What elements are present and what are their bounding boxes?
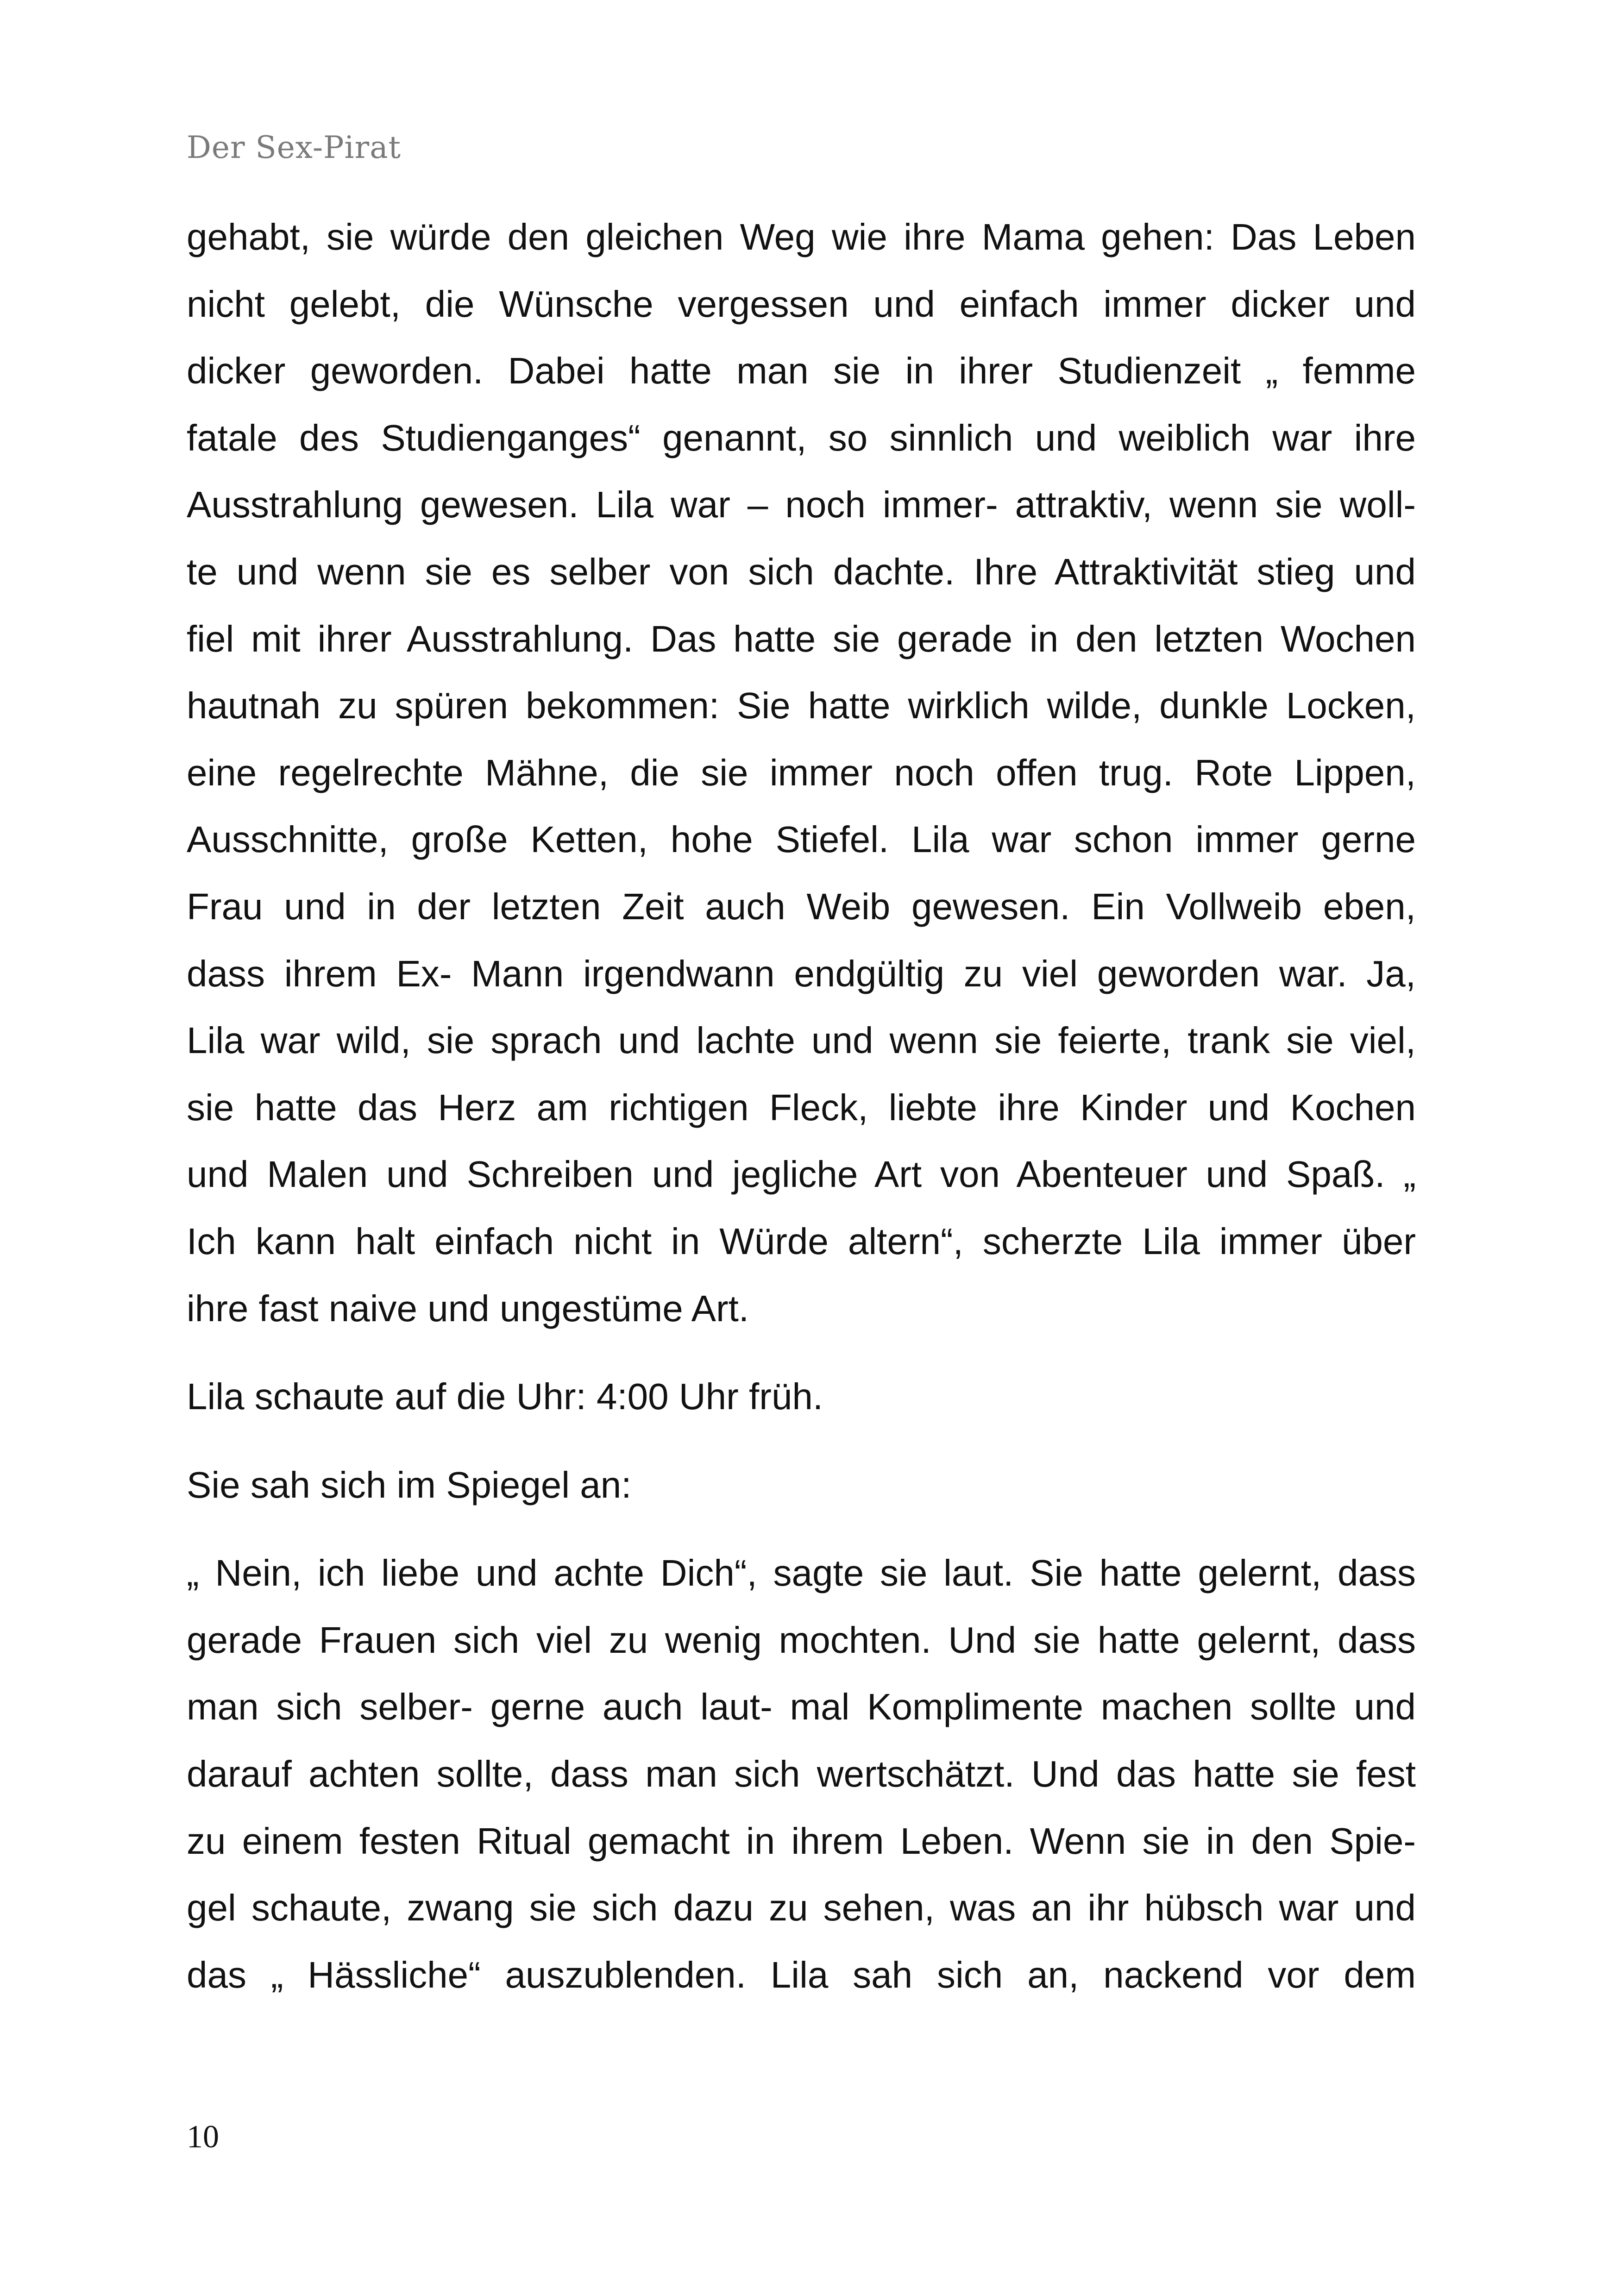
text-line: te und wenn sie es selber von sich dachte. Ihre Attraktivität stieg und [187, 551, 1416, 592]
paragraph-spacing [187, 1430, 1416, 1452]
text-line: sie hatte das Herz am richtigen Fleck, liebte ihre Kinder und Kochen [187, 1086, 1416, 1128]
text-line: „ Nein, ich liebe und achte Dich“, sagte sie laut. Sie hatte gelernt, dass [187, 1552, 1416, 1594]
text-line: gel schaute, zwang sie sich dazu zu sehen, was an ihr hübsch war und [187, 1887, 1416, 1929]
text-line: fatale des Studienganges“ genannt, so sinnlich und weiblich war ihre [187, 417, 1416, 458]
text-line: darauf achten sollte, dass man sich wertschätzt. Und das hatte sie fest [187, 1753, 1416, 1795]
text-line: dass ihrem Ex- Mann irgendwann endgültig zu viel geworden war. Ja, [187, 953, 1416, 994]
text-line: gerade Frauen sich viel zu wenig mochten. Und sie hatte gelernt, dass [187, 1619, 1416, 1661]
body-text [187, 204, 1416, 2008]
paragraph-2 [187, 1363, 1416, 1430]
text-line: Ausschnitte, große Ketten, hohe Stiefel. Lila war schon immer gerne [187, 819, 1416, 860]
text-line: Ausstrahlung gewesen. Lila war – noch immer- attraktiv, wenn sie woll- [187, 484, 1416, 526]
text-line: fiel mit ihrer Ausstrahlung. Das hatte sie gerade in den letzten Wochen [187, 618, 1416, 659]
text-line: man sich selber- gerne auch laut- mal Komplimente machen sollte und [187, 1686, 1416, 1728]
text-line: Frau und in der letzten Zeit auch Weib gewesen. Ein Vollweib eben, [187, 885, 1416, 927]
paragraph-1 [187, 204, 1416, 1342]
text-line: gehabt, sie würde den gleichen Weg wie ihre Mama gehen: Das Leben [187, 216, 1416, 257]
text-line: das „ Hässliche“ auszublenden. Lila sah sich an, nackend vor dem [187, 1954, 1416, 1995]
text-line: eine regelrechte Mähne, die sie immer noch offen trug. Rote Lippen, [187, 752, 1416, 793]
page-number: 10 [187, 2119, 219, 2155]
text-line: ihre fast naive und ungestüme Art. [187, 1287, 749, 1329]
text-line: Sie sah sich im Spiegel an: [187, 1464, 632, 1506]
paragraph-spacing [187, 1342, 1416, 1363]
text-line: und Malen und Schreiben und jegliche Art von Abenteuer und Spaß. „ [187, 1154, 1416, 1195]
text-line: Lila schaute auf die Uhr: 4:00 Uhr früh. [187, 1376, 823, 1418]
text-line: zu einem festen Ritual gemacht in ihrem Leben. Wenn sie in den Spie- [187, 1820, 1416, 1862]
paragraph-spacing [187, 1518, 1416, 1540]
text-line: dicker geworden. Dabei hatte man sie in ihrer Studienzeit „ femme [187, 350, 1416, 392]
text-line: Lila war wild, sie sprach und lachte und wenn sie feierte, trank sie viel, [187, 1020, 1416, 1061]
paragraph-3 [187, 1452, 1416, 1519]
text-line: hautnah zu spüren bekommen: Sie hatte wirklich wilde, dunkle Locken, [187, 685, 1416, 727]
running-header: Der Sex-Pirat [187, 130, 402, 165]
text-line: Ich kann halt einfach nicht in Würde altern“, scherzte Lila immer über [187, 1220, 1416, 1262]
paragraph-4 [187, 1540, 1416, 2008]
text-line: nicht gelebt, die Wünsche vergessen und einfach immer dicker und [187, 283, 1416, 325]
